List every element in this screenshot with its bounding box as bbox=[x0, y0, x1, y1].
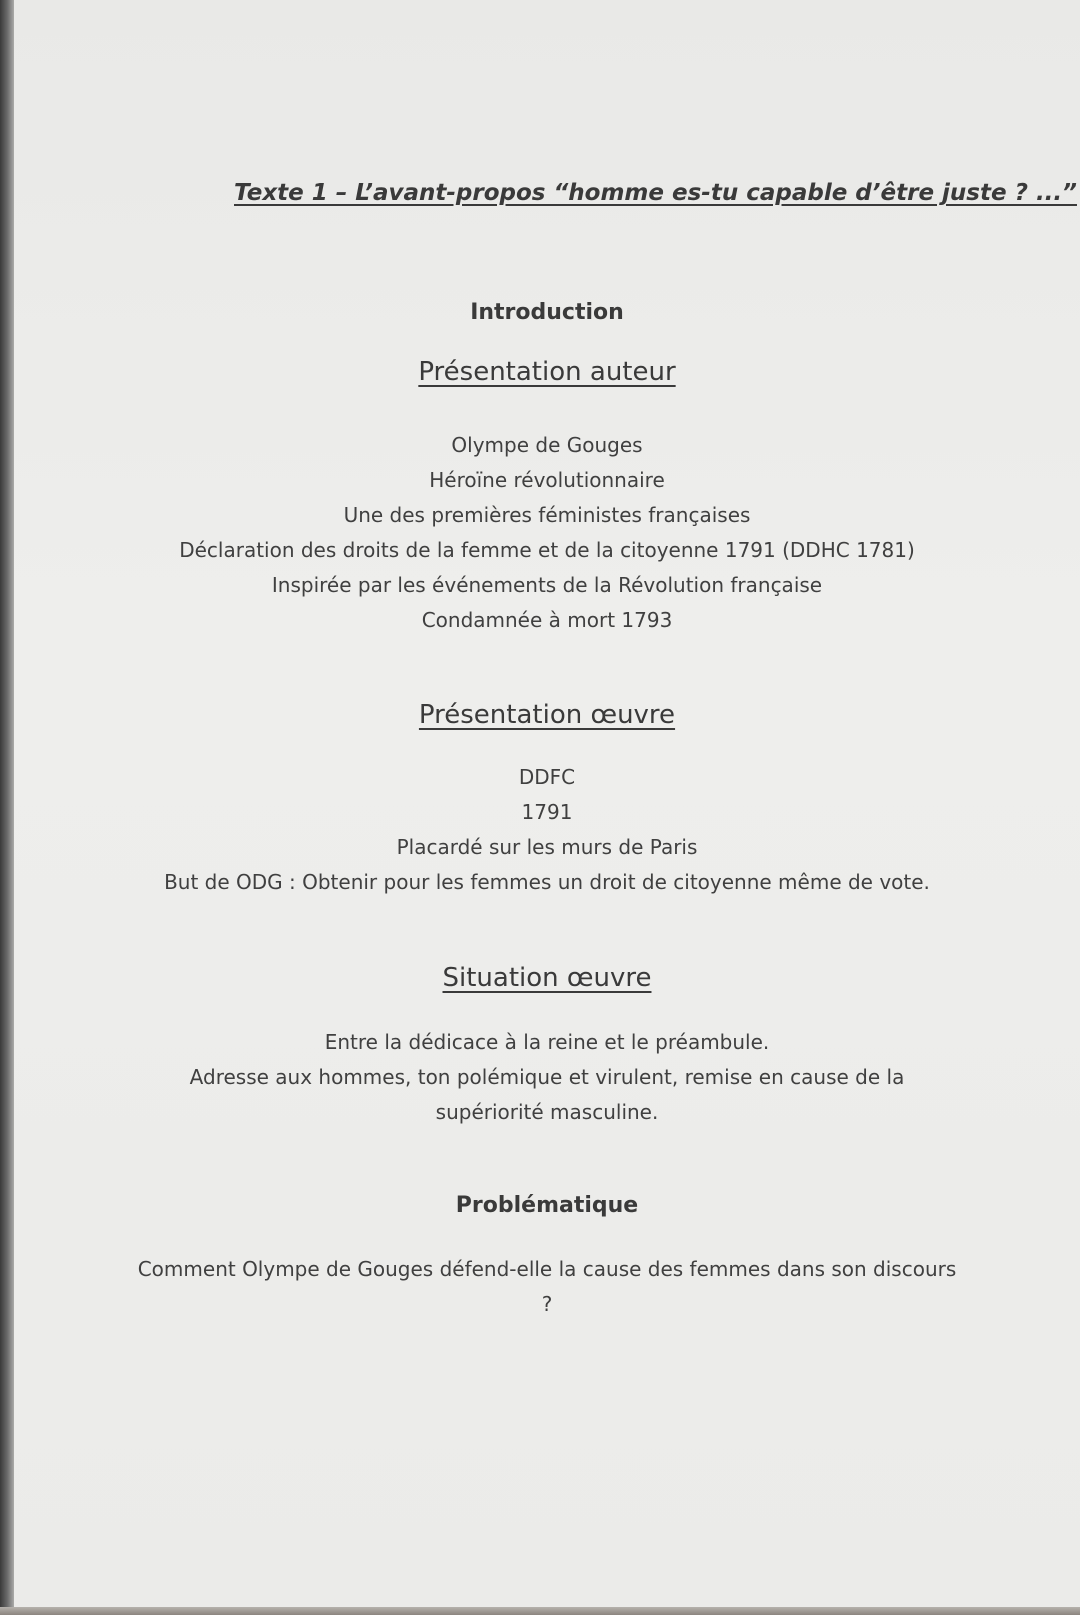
text-line: Une des premières féministes françaises bbox=[343, 503, 751, 527]
page-bottom-edge bbox=[0, 1607, 1080, 1615]
problematique-text bbox=[14, 1252, 1080, 1322]
text-line: DDFC bbox=[518, 765, 576, 789]
problematique-heading: Problématique bbox=[455, 1193, 639, 1218]
text-line: Condamnée à mort 1793 bbox=[421, 608, 673, 632]
document-title: Texte 1 – L’avant-propos “homme es-tu capable d’être juste ? ...” bbox=[234, 180, 1077, 206]
text-line: ? bbox=[541, 1292, 553, 1316]
situation-oeuvre-text bbox=[14, 1025, 1080, 1130]
text-line: 1791 bbox=[521, 800, 573, 824]
text-line: Déclaration des droits de la femme et de la citoyenne 1791 (DDHC 1781) bbox=[179, 538, 915, 562]
presentation-auteur-text bbox=[14, 428, 1080, 638]
text-line: Adresse aux hommes, ton polémique et virulent, remise en cause de la bbox=[189, 1065, 905, 1089]
presentation-auteur-heading: Présentation auteur bbox=[418, 357, 676, 387]
presentation-oeuvre-heading: Présentation œuvre bbox=[418, 700, 676, 730]
text-line: Inspirée par les événements de la Révolution française bbox=[271, 573, 823, 597]
presentation-oeuvre-text bbox=[14, 760, 1080, 900]
text-line: Héroïne révolutionnaire bbox=[429, 468, 665, 492]
situation-oeuvre-heading: Situation œuvre bbox=[442, 963, 652, 993]
text-line: supériorité masculine. bbox=[435, 1100, 659, 1124]
paper-page bbox=[14, 0, 1080, 1607]
text-line: Olympe de Gouges bbox=[451, 433, 643, 457]
text-line: But de ODG : Obtenir pour les femmes un droit de citoyenne même de vote. bbox=[164, 870, 930, 894]
text-line: Entre la dédicace à la reine et le préambule. bbox=[324, 1030, 770, 1054]
introduction-heading: Introduction bbox=[470, 300, 624, 325]
text-line: Placardé sur les murs de Paris bbox=[396, 835, 698, 859]
text-line: Comment Olympe de Gouges défend-elle la cause des femmes dans son discours bbox=[137, 1257, 957, 1281]
